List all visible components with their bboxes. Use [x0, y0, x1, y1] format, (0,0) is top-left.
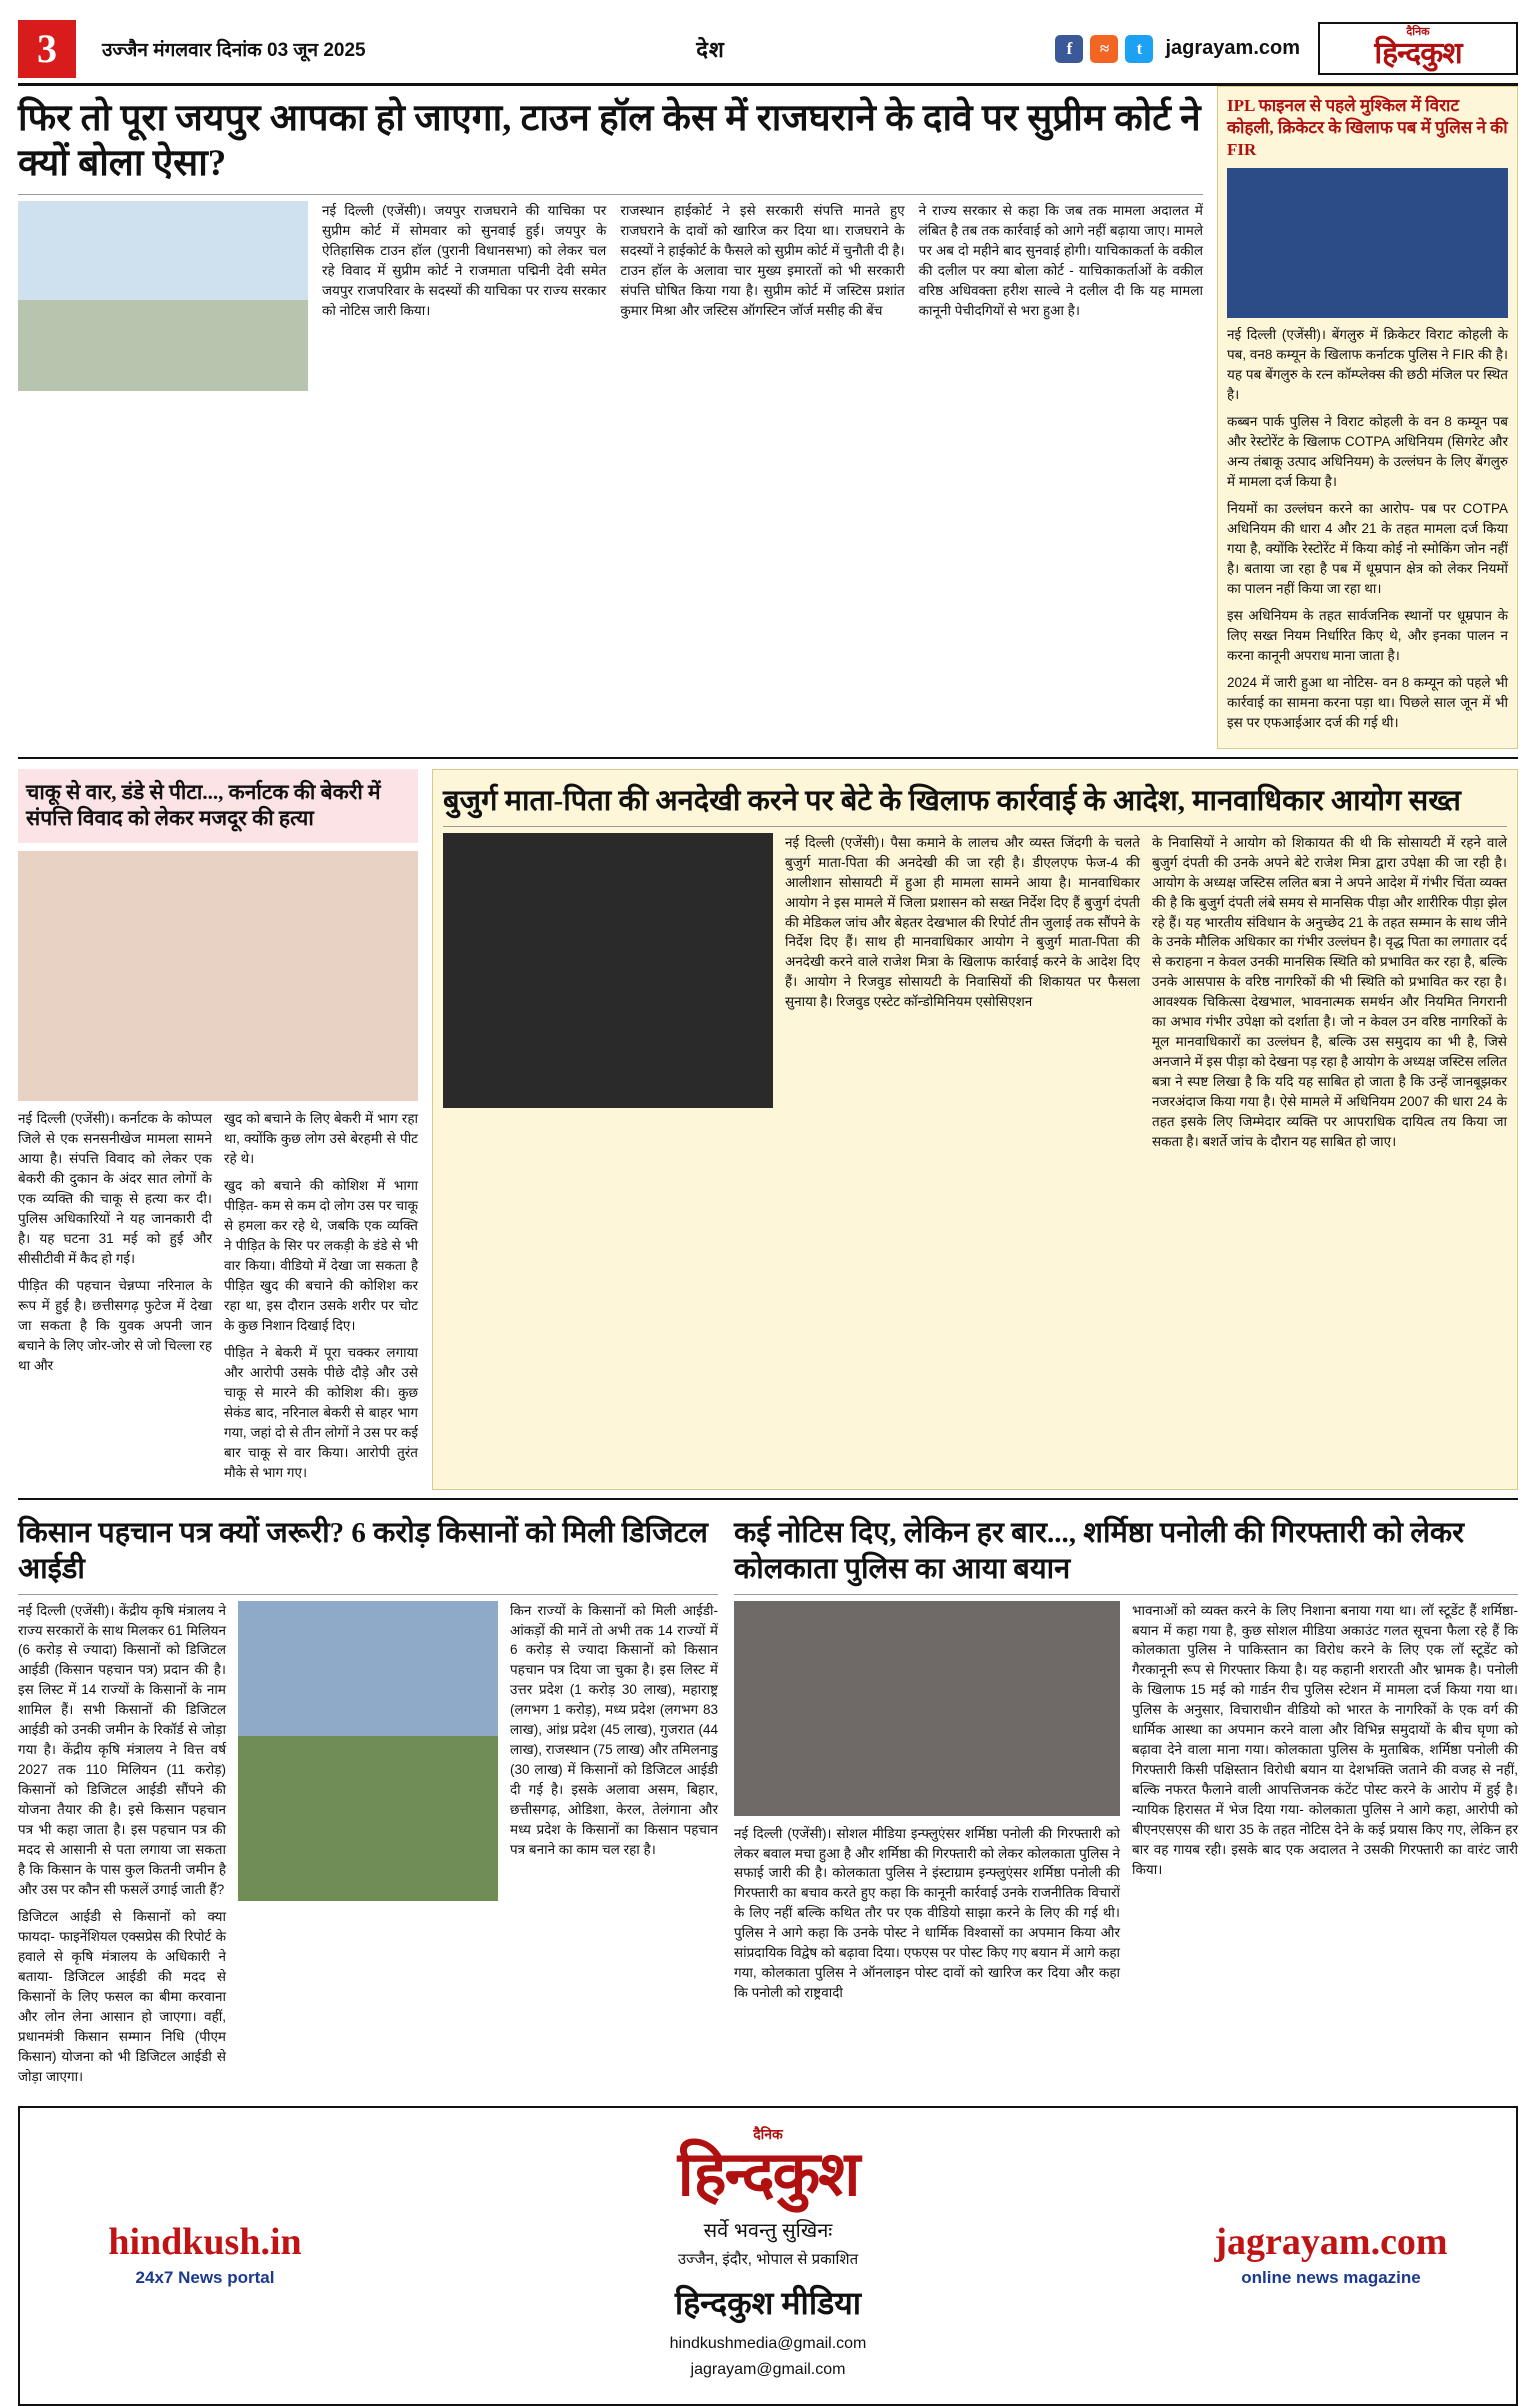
masthead — [18, 14, 1518, 86]
footer-right — [1166, 2220, 1496, 2288]
sidebar-para-1: कब्बन पार्क पुलिस ने विराट कोहली के वन 8 कम्यून पब और रेस्टोरेंट के खिलाफ COTPA अधिनियम (सिगरेट और अन्य तंबाकू उत्पाद अधिनियम) के उल्लंघन के लिए बेंगलुरु में मामला दर्ज किया है। — [1227, 414, 1508, 490]
logo-small-text: दैनिक — [1406, 25, 1430, 38]
page-number: 3 — [18, 20, 76, 78]
bakery-para-1: पीड़ित की पहचान चेन्नप्पा नरिनाल के रूप में हुई है। छत्तीसगढ़ फुटेज में देखा जा सकता है कि युवक अपनी जान बचाने के लिए जोर-जोर से जो चिल्ला रह था और — [18, 1277, 212, 1373]
logo-big-text: हिन्दकुश — [1374, 36, 1462, 70]
elderly-parents-article — [432, 769, 1518, 1490]
footer-email-2[interactable]: jagrayam@gmail.com — [690, 2361, 846, 2379]
hindkush-site-tagline: 24x7 News portal — [135, 2267, 275, 2287]
website-url[interactable]: jagrayam.com — [1165, 37, 1300, 59]
farmer-photo — [238, 1601, 498, 1901]
knife-attack-photo — [18, 851, 418, 1101]
sidebar-para-3: इस अधिनियम के तहत सार्वजनिक स्थानों पर धूम्रपान के लिए सख्त नियम निर्धारित किए थे, और इनका पालन न करना कानूनी अपराध माना जाता है। — [1227, 607, 1508, 663]
panoli-article — [734, 1510, 1518, 2094]
sharmishtha-panoli-photo — [734, 1601, 1120, 1816]
lead-section — [18, 86, 1518, 749]
farmer-col-1b: डिजिटल आईडी से किसानों को क्या फायदा- फाइनेंशियल एक्सप्रेस की रिपोर्ट के हवाले से कृषि मंत्रालय के अधिकारी ने बताया- डिजिटल आईडी की मदद से किसानों के लिए फसल का बीमा करवाना और लोन लेना आसान हो जाएगा। वहीं, प्रधानमंत्री किसान सम्मान निधि (पीएम किसान) योजना को भी डिजिटल आईडी से जोड़ा जाएगा। — [18, 1909, 226, 2084]
footer-logo-big: हिन्दकुश — [677, 2141, 859, 2210]
sidebar-headline: IPL फाइनल से पहले मुश्किल में विराट कोहली, क्रिकेटर के खिलाफ पब में पुलिस ने की FIR — [1227, 96, 1508, 160]
farmer-col-3: किन राज्यों के किसानों को मिली आईडी- आंकड़ों की मानें तो अभी तक 14 राज्यों में 6 करोड़ से ज्यादा किसानों को किसान पहचान पत्र दिया जा चुका है। इस लिस्ट में उत्तर प्रदेश (1 करोड़ 30 लाख), महाराष्ट्र (लगभग 1 करोड़), मध्य प्रदेश (लगभग 83 लाख), आंध्र प्रदेश (45 लाख), गुजरात (44 लाख), राजस्थान (75 लाख) और तमिलनाडु (30 लाख) में किसानों को डिजिटल आईडी दी गई है। इसके अलावा असम, बिहार, छत्तीसगढ़, ओडिशा, केरल, तेलंगाना और मध्य प्रदेश के किसानों का किसान पहचान पत्र बनाने का काम चल रहा है। — [510, 1602, 718, 1858]
rss-icon[interactable]: ≈ — [1090, 35, 1118, 63]
footer-cities: उज्जैन, इंदौर, भोपाल से प्रकाशित — [677, 2251, 859, 2269]
supreme-court-photo — [18, 201, 308, 391]
panoli-col-1: नई दिल्ली (एजेंसी)। सोशल मीडिया इन्फ्लुएंसर शर्मिष्ठा पनोली की गिरफ्तारी को लेकर बवाल मचा हुआ है और शर्मिष्ठा की गिरफ्तारी को लेकर कोलकाता पुलिस ने सफाई जारी की है। कोलकाता पुलिस ने इंस्टाग्राम इन्फ्लुएंसर शर्मिष्ठा पनोली की गिरफ्तारी का बचाव करते हुए कहा कि कानूनी कार्रवाई उनके राजनीतिक विचारों के लिए नहीं बल्कि कथित तौर पर एक वीडियो साझा करने के लिए की गई थी। पुलिस ने आगे कहा कि उनके पोस्ट ने धार्मिक विश्वासों का अपमान किया और सांप्रदायिक विद्वेष को बढ़ावा दिया। एफएस पर पोस्ट किए गए बयान में आगे कहा गया, कोलकाता पुलिस ने ऑनलाइन पोस्ट दावों को खारिज कर दिया और कहा कि पनोली को राष्ट्रवादी — [734, 1825, 1120, 2001]
sidebar-para-2: नियमों का उल्लंघन करने का आरोप- पब पर COTPA अधिनियम की धारा 4 और 21 के तहत मामला दर्ज किया गया है, क्योंकि रेस्टोरेंट में किया कोई नो स्मोकिंग जोन नहीं है। बताया जा रहा है पब में धूम्रपान क्षेत्र को लेकर नियमों का पालन नहीं किया जा रहा था। — [1227, 501, 1508, 596]
footer-left — [40, 2220, 370, 2288]
footer-tagline: सर्वे भवन्तु सुखिनः — [703, 2220, 833, 2243]
bakery-para-0: नई दिल्ली (एजेंसी)। कर्नाटक के कोप्पल जिले से एक सनसनीखेज मामला सामने आया है। संपत्ति विवाद को लेकर एक बेकरी की दुकान के अंदर सात लोगों के एक व्यक्ति की चाकू से हत्या कर दी। पुलिस अधिकारियों ने यह जानकारी दी है। यह घटना 31 मई को हुई और सीसीटीवी में कैद हो गई। — [18, 1111, 212, 1266]
section-title: देश — [696, 36, 725, 62]
lead-col-3: ने राज्य सरकार से कहा कि जब तक मामला अदालत में लंबित है तब तक कार्रवाई को आगे नहीं बढ़ाया जाए। मामले पर अब दो महीने बाद सुनवाई होगी। याचिकाकर्ता के वकील की दलील पर क्या बोला कोर्ट - याचिकाकर्ताओं के वकील वरिष्ठ अधिवक्ता हरीश साल्वे ने दलील दी कि यह मामला कानूनी पेचीदगियों से भरा हुआ है। — [918, 203, 1203, 319]
sidebar-article — [1217, 86, 1518, 749]
farmer-headline: किसान पहचान पत्र क्यों जरूरी? 6 करोड़ किसानों को मिली डिजिटल आईडी — [18, 1516, 708, 1585]
middle-section — [18, 769, 1518, 1490]
facebook-icon[interactable]: f — [1055, 35, 1083, 63]
bakery-para-4: पीड़ित ने बेकरी में पूरा चक्कर लगाया और आरोपी उसके पीछे दौड़े और उसे चाकू से मारने की कोशिश की। कुछ सेकंड बाद, नरिनाल बेकरी से बाहर भाग गया, जहां दो से तीन लोगों ने उस पर कई बार चाकू से वार किया। आरोपी तुरंत मौके से भाग गए। — [224, 1344, 418, 1480]
elderly-col-2: के निवासियों ने आयोग को शिकायत की थी कि सोसायटी में रहने वाले बुजुर्ग दंपती की उनके अपने बेटे राजेश मित्रा द्वारा उपेक्षा की जा रही है। आयोग के अध्यक्ष जस्टिस ललित बत्रा ने अपने आदेश में गंभीर चिंता व्यक्त की है कि बुजुर्ग दंपती लंबे समय से मानसिक पीड़ा और शारीरिक पीड़ा झेल रहे हैं। यह भारतीय संविधान के अनुच्छेद 21 के तहत सम्मान के साथ जीने के उनके मौलिक अधिकार का गंभीर उल्लंघन है। वृद्ध पिता का लगातार दर्द से कराहना न केवल उनकी मानसिक स्थिति को प्रभावित कर रहा है, बल्कि उनके आसपास के वरिष्ठ नागरिकों की भी स्थिति को प्रभावित कर रहा है। आवश्यक चिकित्सा देखभाल, भावनात्मक समर्थन और नियमित निगरानी का अभाव गंभीर उपेक्षा को दर्शाता है। जो न केवल उन वरिष्ठ नागरिकों के मूल मानवाधिकारों का उल्लंघन है, बल्कि उस समुदाय का भी है, जिसे अनजाने में इस पीड़ा को देखना पड़ रहा है आयोग के अध्यक्ष जस्टिस ललित बत्रा ने स्पष्ट लिखा है कि यदि यह साबित हो जाता है कि उन्हें जानबूझकर नजरअंदाज किया गया है। ऐसे मामले में अधिनियम 2007 की धारा 24 के तहत इसके लिए जिम्मेदार व्यक्ति पर आपराधिक दायित्व तय किया जा सकता है। बशर्ते जांच के दौरान यह साबित हो जाए। — [1152, 834, 1507, 1150]
social-icons — [1055, 35, 1165, 63]
elderly-hands-photo — [443, 833, 773, 1108]
elderly-headline: बुजुर्ग माता-पिता की अनदेखी करने पर बेटे के खिलाफ कार्रवाई के आदेश, मानवाधिकार आयोग सख्त — [443, 784, 1461, 817]
bakery-murder-article — [18, 769, 418, 1490]
panoli-headline: कई नोटिस दिए, लेकिन हर बार..., शर्मिष्ठा पनोली की गिरफ्तारी को लेकर कोलकाता पुलिस का आया बयान — [734, 1516, 1465, 1585]
virat-kohli-photo — [1227, 168, 1508, 318]
bakery-para-2: खुद को बचाने के लिए बेकरी में भाग रहा था, क्योंकि कुछ लोग उसे बेरहमी से पीट रहे थे। — [224, 1111, 418, 1167]
lead-col-2: राजस्थान हाईकोर्ट ने इसे सरकारी संपत्ति मानते हुए राजघराने के दावों को खारिज कर दिया था। राजघराने के सदस्यों ने हाईकोर्ट के फैसले को सुप्रीम कोर्ट में चुनौती दी है। टाउन हॉल के अलावा चार मुख्य इमारतों को भी सरकारी संपत्ति घोषित किया गया है। सुप्रीम कोर्ट में जस्टिस प्रशांत कुमार मिश्रा और जस्टिस ऑगस्टिन जॉर्ज मसीह की बेंच — [620, 203, 905, 319]
hindkush-site-link[interactable]: hindkush.in — [108, 2220, 302, 2263]
footer-media-name: हिन्दकुश मीडिया — [674, 2285, 862, 2322]
lead-headline: फिर तो पूरा जयपुर आपका हो जाएगा, टाउन हॉल केस में राजघराने के दावे पर सुप्रीम कोर्ट ने क्यों बोला ऐसा? — [18, 98, 1201, 185]
farmer-col-1: नई दिल्ली (एजेंसी)। केंद्रीय कृषि मंत्रालय ने राज्य सरकारों के साथ मिलकर 61 मिलियन (6 करोड़ से ज्यादा) किसानों को डिजिटल आईडी (किसान पहचान पत्र) प्रदान की है। इस लिस्ट में 14 राज्यों के किसानों के नाम शामिल हैं। सभी किसानों की डिजिटल आईडी को उनकी जमीन के रिकॉर्ड से जोड़ा गया है। केंद्रीय कृषि मंत्रालय ने वित्त वर्ष 2027 तक 110 मिलियन (11 करोड़) किसानों को डिजिटल आईडी सौंपने की योजना तैयार की है। इसे किसान पहचान पत्र भी कहा जाता है। इस पहचान पत्र की मदद से आसानी से पता लगाया जा सकता है कि किसान के पास कुल कितनी जमीन है और उस पर कौन सी फसलें उगाई जाती हैं? — [18, 1602, 226, 1898]
bakery-headline: चाकू से वार, डंडे से पीटा..., कर्नाटक की बेकरी में संपत्ति विवाद को लेकर मजदूर की हत्या — [26, 779, 381, 830]
sidebar-para-0: नई दिल्ली (एजेंसी)। बेंगलुरु में क्रिकेटर विराट कोहली के पब, वन8 कम्यून के खिलाफ कर्नाटक पुलिस ने FIR की है। यह पब बेंगलुरु के रत्न कॉम्प्लेक्स की छठी मंजिल पर स्थित है। — [1227, 327, 1508, 403]
date-line: उज्जैन मंगलवार दिनांक 03 जून 2025 — [102, 39, 366, 61]
footer-logo-small: दैनिक — [753, 2126, 783, 2143]
bakery-para-3: खुद को बचाने की कोशिश में भागा पीड़ित- कम से कम दो लोग उस पर चाकू से हमला कर रहे थे, जबकि एक व्यक्ति ने पीड़ित के सिर पर लकड़ी के डंडे से भी वार किया। वीडियो में देखा जा सकता है पीड़ित खुद की बचाने की कोशिश कर रहा था, इस दौरान उसके शरीर पर चोट के कुछ निशान दिखाई दिए। — [224, 1178, 418, 1333]
footer-email-1[interactable]: hindkushmedia@gmail.com — [669, 2335, 867, 2353]
twitter-icon[interactable]: t — [1125, 35, 1153, 63]
bottom-section — [18, 1510, 1518, 2094]
jagrayam-site-tagline: online news magazine — [1241, 2267, 1421, 2287]
elderly-col-1: नई दिल्ली (एजेंसी)। पैसा कमाने के लालच और व्यस्त जिंदगी के चलते बुजुर्ग माता-पिता की अनदेखी की जा रही है। डीएलएफ फेज-4 की आलीशान सोसायटी में हुआ ही मामला सामने आया है। मानवाधिकार आयोग ने इस मामले में जिला प्रशासन को सख्त निर्देश दिए हैं बुजुर्ग दंपती की मेडिकल जांच और बेहतर देखभाल की रिपोर्ट तीन जुलाई तक सौंपने के निर्देश दिए हैं। साथ ही मानवाधिकार आयोग ने बुजुर्ग माता-पिता की अनदेखी करने वाले राजेश मित्रा के खिलाफ कार्रवाई करने के आदेश दिए हैं। आयोग ने रिजवुड सोसायटी के निवासियों की शिकायत पर फैसला सुनाया है। रिजवुड एस्टेट कॉन्डोमिनियम एसोसिएशन — [785, 834, 1140, 1010]
masthead-logo — [1318, 22, 1518, 76]
lead-col-1: नई दिल्ली (एजेंसी)। जयपुर राजघराने की याचिका पर सुप्रीम कोर्ट में सोमवार को सुनवाई हुई। जयपुर के ऐतिहासिक टाउन हॉल (पुरानी विधानसभा) को लेकर चल रहे विवाद में सुप्रीम कोर्ट ने राजमाता पद्मिनी देवी समेत जयपुर राजपरिवार के सदस्यों की याचिका पर राज्य सरकार को नोटिस जारी किया। — [322, 203, 607, 319]
jagrayam-site-link[interactable]: jagrayam.com — [1214, 2220, 1448, 2263]
farmer-id-article — [18, 1510, 718, 2094]
footer-center — [370, 2125, 1166, 2382]
footer-advertisement — [18, 2106, 1518, 2406]
panoli-col-2: भावनाओं को व्यक्त करने के लिए निशाना बनाया गया था। लॉ स्टूडेंट हैं शर्मिष्ठा- बयान में कहा गया है, कुछ सोशल मीडिया अकाउंट गलत सूचना फैला रहे हैं कि कोलकाता पुलिस ने पाकिस्तान का विरोध करने के लिए एक लॉ स्टूडेंट को गैरकानूनी रूप से गिरफ्तार किया है। यह कहानी शरारती और भ्रामक है। पनोली के खिलाफ 15 मई को गार्डन रीच पुलिस स्टेशन में मामला दर्ज किया गया था। पुलिस के अनुसार, विचाराधीन वीडियो को भारत के नागरिकों के एक वर्ग की धार्मिक आस्था का अपमान करने वाला और विभिन्न समुदायों के बीच घृणा को बढ़ावा देने वाला माना गया। कोलकाता पुलिस के मुताबिक, शर्मिष्ठा पनोली की गिरफ्तारी किसी पक्षिस्तान विरोधी बयान या देशभक्ति जताने की वजह से नहीं, बल्कि नफरत फैलाने वाली आपत्तिजनक कंटेंट पोस्ट करने के आरोप में हुई है। न्यायिक हिरासत में भेज दिया गया- कोलकाता पुलिस ने आगे कहा, आरोपी को बीएनएसएस की धारा 35 के तहत नोटिस देने के कई प्रयास किए गए, लेकिन हर बार वह गायब रही। इसके बाद एक अदालत ने उसकी गिरफ्तारी का वारंट जारी किया। — [1132, 1602, 1518, 1878]
lead-article — [18, 86, 1203, 749]
sidebar-para-4: 2024 में जारी हुआ था नोटिस- वन 8 कम्यून को पहले भी कार्रवाई का सामना करना पड़ा था। पिछले साल जून में भी इस पर एफआईआर दर्ज की गई थी। — [1227, 674, 1508, 730]
